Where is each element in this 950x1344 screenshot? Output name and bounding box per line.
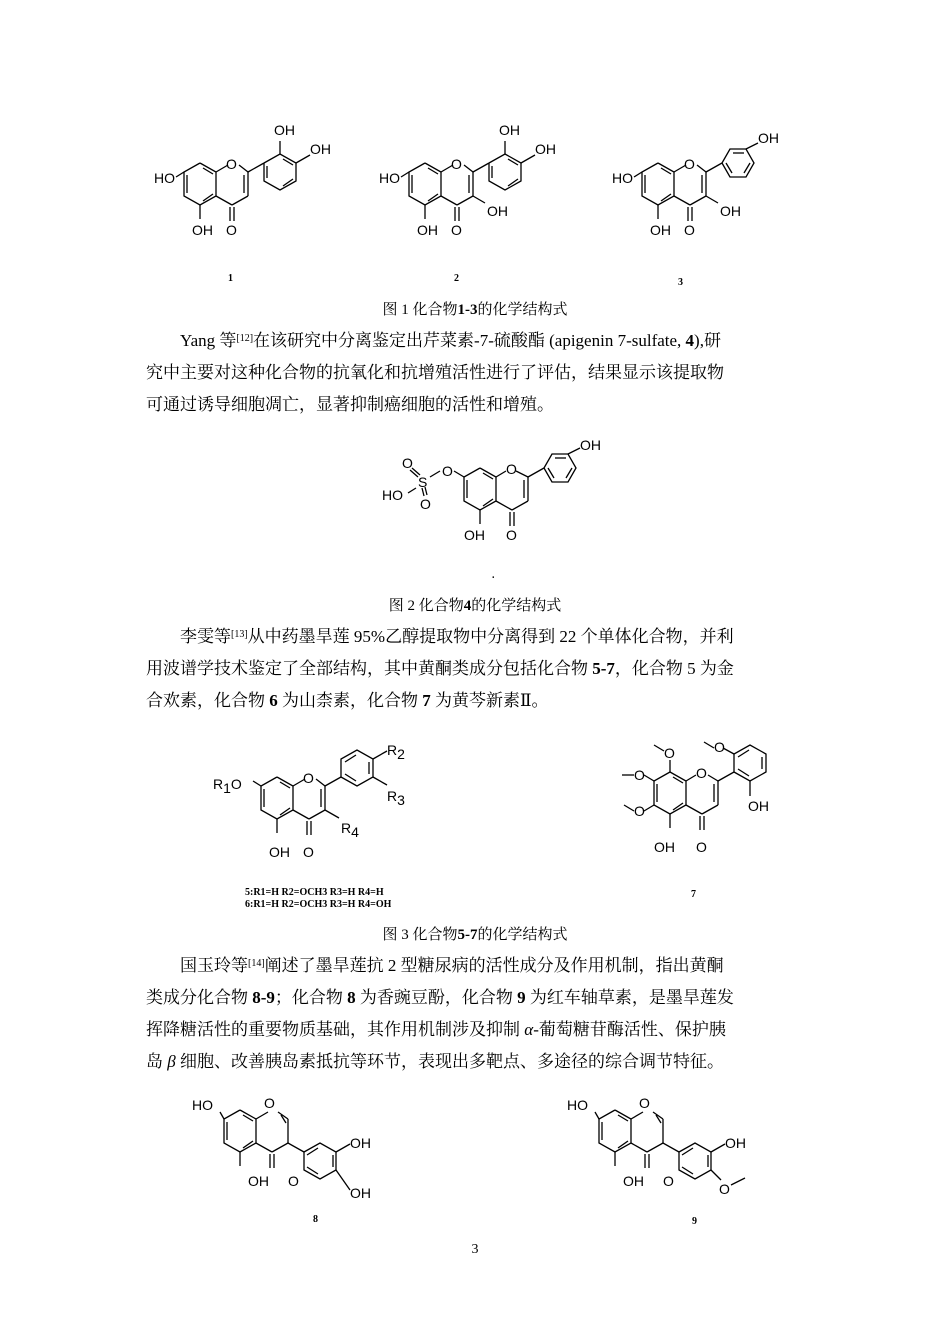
atom-o: O <box>634 767 645 783</box>
atom-o: O <box>506 527 517 543</box>
page-number: 3 <box>471 1242 479 1257</box>
atom-oh: OH <box>654 839 675 855</box>
atom-o: O <box>664 745 675 761</box>
atom-ho: HO <box>382 487 403 503</box>
atom-oh: OH <box>650 222 671 238</box>
paragraph-1: Yang 等[12]在该研究中分离鉴定出芹菜素-7-硫酸酯 (apigenin 7-sulfate, 4),研 究中主要对这种化合物的抗氧化和抗增殖活性进行了评估，结果显示该提取物 可通过诱导细胞凋亡，显著抑制癌细胞的活性和增殖。 <box>146 331 724 414</box>
figure-1-caption: 图 1 化合物1-3的化学结构式 <box>382 302 568 318</box>
atom-ho: HO <box>379 170 400 186</box>
atom-oh: OH <box>758 130 779 146</box>
paragraph-2: 李雯等[13]从中药墨旱莲 95%乙醇提取物中分离得到 22 个单体化合物，并利 用波谱学技术鉴定了全部结构，其中黄酮类成分包括化合物 5-7，化合物 5 为金 合欢素，化合物 6 为山柰素，化合物 7 为黄芩新素Ⅱ。 <box>146 627 734 710</box>
atom-o: O <box>451 222 462 238</box>
atom-o: O <box>303 770 314 786</box>
atom-oh: OH <box>535 141 556 157</box>
compound-number: 9 <box>692 1216 697 1227</box>
substituent-r1o: R1O <box>213 776 242 796</box>
atom-o: O <box>684 156 695 172</box>
atom-o: O <box>303 844 314 860</box>
atom-o: O <box>684 222 695 238</box>
svg-text:R2: R2 <box>387 742 405 762</box>
atom-oh: OH <box>350 1135 371 1151</box>
atom-o: O <box>226 222 237 238</box>
atom-oh: OH <box>269 844 290 860</box>
atom-oh: OH <box>417 222 438 238</box>
atom-o: O <box>451 156 462 172</box>
atom-oh: OH <box>192 222 213 238</box>
compound-number: 8 <box>313 1214 318 1225</box>
compound-number: 7 <box>691 889 696 900</box>
atom-oh: OH <box>725 1135 746 1151</box>
compound-number: 3 <box>678 277 683 288</box>
atom-oh: OH <box>464 527 485 543</box>
structure-compound-2 <box>375 115 575 250</box>
compound-number: 2 <box>454 273 459 284</box>
atom-o: O <box>663 1173 674 1189</box>
structure-compound-4 <box>380 430 620 550</box>
figure-3-caption: 图 3 化合物5-7的化学结构式 <box>382 927 568 943</box>
atom-o: O <box>634 803 645 819</box>
structure-compound-1 <box>150 115 350 250</box>
atom-oh: OH <box>623 1173 644 1189</box>
figure-2-caption: 图 2 化合物4的化学结构式 <box>388 598 562 614</box>
structure-compound-7 <box>590 730 790 865</box>
structure-compound-5-6 <box>205 735 445 865</box>
atom-ho: HO <box>567 1097 588 1113</box>
atom-oh: OH <box>350 1185 371 1200</box>
atom-oh: OH <box>748 798 769 814</box>
structure-compound-9 <box>565 1090 815 1200</box>
svg-text:R4: R4 <box>341 820 359 840</box>
atom-oh: OH <box>580 437 601 453</box>
svg-text:R3: R3 <box>387 788 405 808</box>
paragraph-3: 国玉玲等[14]阐述了墨旱莲抗 2 型糖尿病的活性成分及作用机制，指出黄酮 类成分化合物 8-9；化合物 8 为香豌豆酚，化合物 9 为红车轴草素，是墨旱莲发 挥降糖活性的重要物质基础，其作用机制涉及抑制 α-葡萄糖苷酶活性、保护胰 岛 β 细胞、改善胰岛素抵抗等环节，表现出多靶点、多途径的综合调节特征。 <box>146 956 734 1071</box>
atom-o: O <box>639 1095 650 1111</box>
atom-ho: HO <box>612 170 633 186</box>
compound-5-6-substituents: 5:R1=H R2=OCH3 R3=H R4=H 6:R1=H R2=OCH3 R3=H R4=OH <box>245 887 392 910</box>
atom-ho: HO <box>192 1097 213 1113</box>
atom-o: O <box>696 765 707 781</box>
atom-o: O <box>264 1095 275 1111</box>
atom-oh: OH <box>487 203 508 219</box>
atom-o: O <box>442 463 453 479</box>
compound-number: . <box>492 570 495 581</box>
atom-oh: OH <box>310 141 331 157</box>
compound-number: 1 <box>228 273 233 284</box>
atom-ho: HO <box>154 170 175 186</box>
atom-o: O <box>714 739 725 755</box>
atom-oh: OH <box>720 203 741 219</box>
atom-oh: OH <box>274 122 295 138</box>
atom-o: O <box>719 1181 730 1197</box>
structure-compound-3 <box>608 115 808 250</box>
atom-o: O <box>696 839 707 855</box>
atom-s: S <box>418 474 428 490</box>
atom-oh: OH <box>248 1173 269 1189</box>
atom-o: O <box>420 496 431 512</box>
atom-oh: OH <box>499 122 520 138</box>
atom-o: O <box>506 461 517 477</box>
structure-compound-8 <box>190 1090 440 1200</box>
atom-o: O <box>402 455 413 471</box>
atom-o: O <box>226 156 237 172</box>
atom-o: O <box>288 1173 299 1189</box>
